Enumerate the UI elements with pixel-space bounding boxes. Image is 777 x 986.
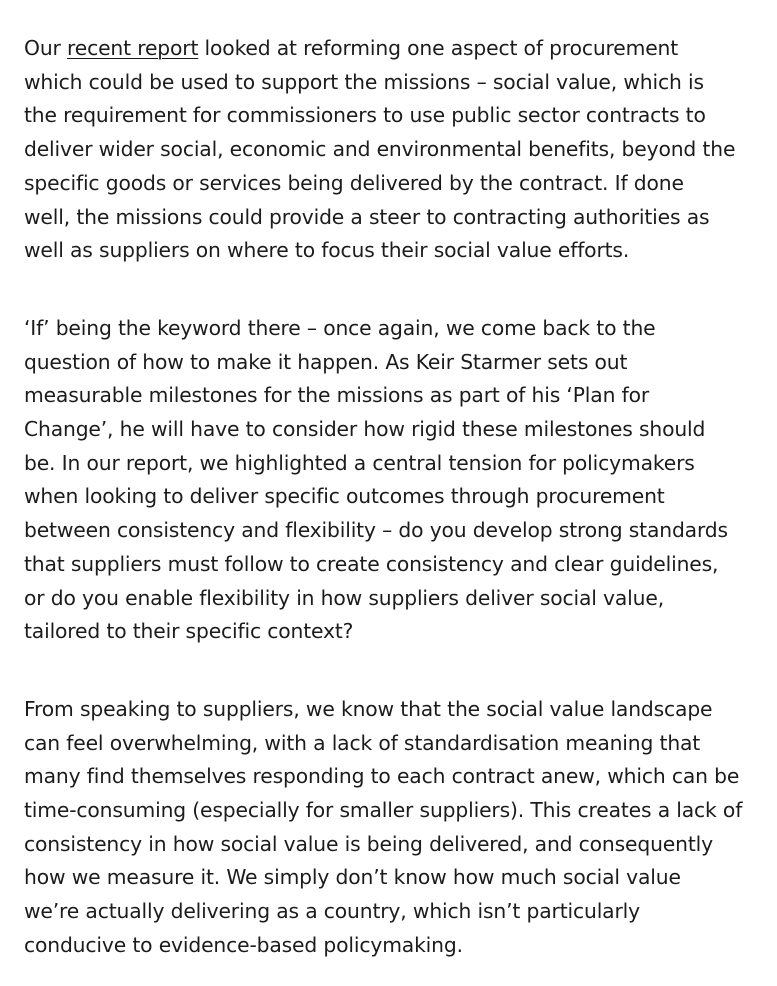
paragraph-1-line-6: well, the missions could provide a steer to contracting authorities as [24, 204, 710, 229]
paragraph-1-line-2: which could be used to support the missions – social value, which is [24, 69, 704, 94]
paragraph-3-line-1: From speaking to suppliers, we know that the social value landscape [24, 696, 713, 721]
paragraph-3-line-7: we’re actually delivering as a country, which isn’t particularly [24, 899, 640, 924]
paragraph-2-line-8: that suppliers must follow to create consistency and clear guidelines, [24, 551, 719, 576]
paragraph-3-line-4: time-consuming (especially for smaller suppliers). This creates a lack of [24, 798, 743, 823]
paragraph-1-line-5: specific goods or services being delivered by the contract. If done [24, 170, 684, 195]
paragraph-3-line-3: many find themselves responding to each contract anew, which can be [24, 764, 740, 789]
paragraph-2-line-3: measurable milestones for the missions as part of his ‘Plan for [24, 383, 650, 408]
paragraph-2-line-2: question of how to make it happen. As Keir Starmer sets out [24, 349, 628, 374]
paragraph-3-line-8: conducive to evidence-based policymaking. [24, 932, 463, 957]
paragraph-2-line-5: be. In our report, we highlighted a central tension for policymakers [24, 450, 695, 475]
paragraph-1-line-3: the requirement for commissioners to use public sector contracts to [24, 103, 706, 128]
paragraph-3-line-2: can feel overwhelming, with a lack of standardisation meaning that [24, 730, 701, 755]
paragraph-1 [24, 32, 754, 268]
paragraph-1-line-7: well as suppliers on where to focus their social value efforts. [24, 238, 630, 263]
paragraph-1-line-1-rest: looked at reforming one aspect of procurement [198, 36, 679, 60]
recent-report-link[interactable]: recent report [67, 36, 199, 60]
paragraph-2-line-10: tailored to their specific context? [24, 619, 354, 644]
paragraph-3-line-6: how we measure it. We simply don’t know how much social value [24, 865, 681, 890]
paragraph-2 [24, 312, 754, 649]
paragraph-2-line-1: ‘If’ being the keyword there – once again, we come back to the [24, 315, 656, 340]
paragraph-3 [24, 693, 754, 963]
paragraph-2-line-7: between consistency and flexibility – do you develop strong standards [24, 518, 728, 543]
paragraph-3-line-5: consistency in how social value is being delivered, and consequently [24, 831, 713, 856]
paragraph-2-line-6: when looking to deliver specific outcomes through procurement [24, 484, 665, 509]
article-body [24, 32, 754, 963]
paragraph-1-line-1 [24, 32, 754, 66]
paragraph-2-line-4: Change’, he will have to consider how rigid these milestones should [24, 417, 706, 442]
paragraph-1-intro-text: Our [24, 36, 68, 60]
paragraph-2-line-9: or do you enable flexibility in how suppliers deliver social value, [24, 585, 664, 610]
paragraph-1-line-4: deliver wider social, economic and environmental benefits, beyond the [24, 137, 736, 162]
